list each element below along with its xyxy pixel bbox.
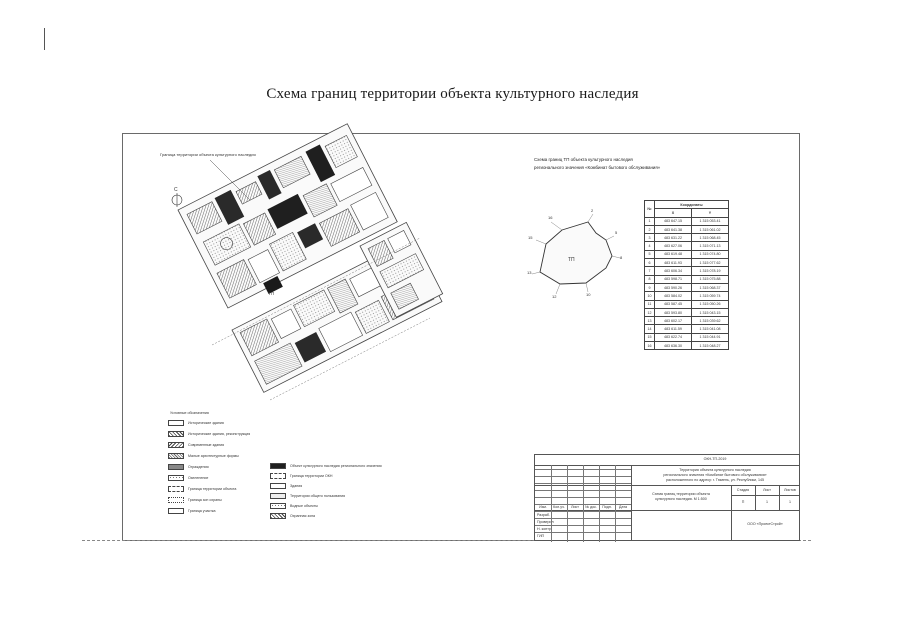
stamp-code: ОКН-ТП-2019 [703, 457, 727, 461]
table-cell-n: 15 [645, 333, 655, 341]
coordinates-caption-line1: Схема границ ТП объекта культурного наследия [534, 157, 633, 162]
table-cell-y: 1 315 068.45 [692, 234, 729, 242]
point-label: 2 [591, 208, 594, 213]
table-cell-y: 1 315 039.62 [692, 317, 729, 325]
legend-swatch [168, 464, 184, 470]
table-cell-n: 11 [645, 300, 655, 308]
table-cell-n: 16 [645, 342, 655, 350]
table-cell-x: 483 647.15 [655, 217, 692, 225]
legend-swatch [270, 493, 286, 499]
coordinates-caption-line2: регионального значения «Комбинат бытового обслуживания» [534, 165, 661, 170]
legend-label: Исторические здания [188, 421, 224, 425]
table-cell-x: 483 587.45 [655, 300, 692, 308]
stamp-grid-line [567, 465, 568, 542]
point-label: 10 [586, 292, 591, 297]
legend-label: Водные объекты [290, 504, 319, 508]
table-cell-n: 12 [645, 308, 655, 316]
table-header-y: Y [692, 209, 729, 217]
point-label: 15 [528, 235, 533, 240]
table-cell-y: 1 315 068.37 [692, 283, 729, 291]
table-header-coords: Координаты [655, 201, 729, 209]
stamp-sheet-title2: культурного наследия. М 1:500 [655, 497, 707, 501]
legend-swatch [168, 486, 184, 492]
legend-swatch [270, 483, 286, 489]
legend-swatch [270, 463, 286, 469]
table-row [645, 333, 729, 341]
plan-object-label: ТП [268, 291, 274, 296]
table-cell-y: 1 315 048.27 [692, 342, 729, 350]
table-row [645, 283, 729, 291]
table-row [645, 317, 729, 325]
table-cell-y: 1 315 059.74 [692, 292, 729, 300]
legend-label: Граница участка [188, 509, 216, 513]
legend-label: Малые архитектурные формы [188, 454, 239, 458]
table-cell-x: 483 636.30 [655, 342, 692, 350]
table-cell-x: 483 631.22 [655, 234, 692, 242]
table-cell-y: 1 315 053.41 [692, 217, 729, 225]
table-cell-x: 483 590.26 [655, 283, 692, 291]
point-label: 12 [552, 294, 557, 299]
table-header-x: X [655, 209, 692, 217]
page-title: Схема границ территории объекта культурного наследия [266, 86, 639, 102]
table-cell-x: 483 593.80 [655, 308, 692, 316]
legend-label: Исторические здания, реконструкция [188, 432, 251, 436]
table-header-num: № [645, 201, 655, 218]
table-row [645, 267, 729, 275]
point-label: 8 [620, 255, 623, 260]
table-cell-y: 1 315 071.13 [692, 242, 729, 250]
table-cell-n: 7 [645, 267, 655, 275]
table-cell-y: 1 315 061.02 [692, 225, 729, 233]
point-label: 13 [527, 270, 532, 275]
table-cell-n: 4 [645, 242, 655, 250]
legend-label: Ограждения [188, 465, 209, 469]
table-cell-n: 8 [645, 275, 655, 283]
table-row [645, 259, 729, 267]
table-cell-n: 3 [645, 234, 655, 242]
table-row [645, 242, 729, 250]
stamp-company: ООО «ПроектСтрой» [747, 522, 783, 526]
table-cell-y: 1 315 050.26 [692, 300, 729, 308]
table-cell-x: 483 584.02 [655, 292, 692, 300]
stamp-grid-line [583, 465, 584, 542]
table-cell-y: 1 315 075.88 [692, 275, 729, 283]
table-cell-n: 2 [645, 225, 655, 233]
stamp-grid-line [615, 465, 616, 542]
legend-label: Граница территории ОКН [290, 474, 333, 478]
stamp-column-header: Кол.уч. [553, 505, 565, 509]
table-row [645, 292, 729, 300]
stamp-role: ГИП [537, 534, 545, 538]
legend-swatch [168, 431, 184, 437]
table-row [645, 234, 729, 242]
coordinates-table [644, 200, 729, 350]
stamp-title-line3: расположенного по адресу: г. Тюмень, ул. Республики, 145 [665, 478, 765, 482]
legend-label: Охранная зона [290, 514, 316, 518]
table-cell-x: 483 627.06 [655, 242, 692, 250]
north-arrow-icon [172, 193, 182, 207]
table-cell-x: 483 602.17 [655, 317, 692, 325]
point-label: 5 [615, 230, 618, 235]
legend-label: Объект культурного наследия регионального значения [290, 464, 382, 468]
stamp-sheets-value: 1 [789, 500, 791, 504]
stamp-column-header: Изм. [539, 505, 547, 509]
legend-label: Территории общего пользования [290, 494, 346, 498]
table-row [645, 217, 729, 225]
table-cell-x: 483 598.71 [655, 275, 692, 283]
table-row [645, 300, 729, 308]
table-cell-x: 483 611.93 [655, 259, 692, 267]
title-block [534, 454, 800, 541]
table-cell-n: 14 [645, 325, 655, 333]
north-label: С [174, 187, 178, 193]
stamp-sheet-value: 1 [766, 500, 768, 504]
stamp-grid-line [551, 465, 552, 542]
contour-label: ТП [568, 257, 575, 263]
table-cell-n: 6 [645, 259, 655, 267]
table-row [645, 325, 729, 333]
table-cell-y: 1 315 077.62 [692, 259, 729, 267]
stamp-title-line2: регионального значения «Комбинат бытового обслуживания» [663, 473, 767, 477]
table-cell-y: 1 315 044.91 [692, 333, 729, 341]
stamp-column-header: № док. [585, 505, 597, 509]
legend-swatch [270, 473, 286, 479]
table-row [645, 308, 729, 316]
stamp-column-header: Лист [571, 505, 579, 509]
legend-swatch [270, 513, 286, 519]
legend-label: Здания [290, 484, 303, 488]
legend-swatch [168, 497, 184, 503]
table-cell-n: 5 [645, 250, 655, 258]
contour-diagram [532, 214, 623, 294]
stamp-title-line1: Территория объекта культурного наследия [679, 468, 751, 472]
legend-swatch [168, 442, 184, 448]
table-cell-x: 483 619.48 [655, 250, 692, 258]
stamp-role: Проверил [537, 520, 554, 524]
table-cell-y: 1 315 074.80 [692, 250, 729, 258]
table-cell-x: 483 622.74 [655, 333, 692, 341]
table-row [645, 275, 729, 283]
stamp-role: Разраб. [537, 513, 550, 517]
legend-swatch [168, 508, 184, 514]
table-cell-n: 10 [645, 292, 655, 300]
legend-swatch [168, 475, 184, 481]
stamp-sheet-header: Лист [763, 488, 771, 492]
legend-title: Условные обозначения [170, 411, 209, 415]
table-cell-n: 1 [645, 217, 655, 225]
point-label: 16 [548, 215, 553, 220]
stamp-stage-header: Стадия [736, 488, 750, 492]
table-cell-n: 13 [645, 317, 655, 325]
stamp-column-header: Дата [619, 505, 627, 509]
legend-swatch [168, 420, 184, 426]
table-cell-n: 9 [645, 283, 655, 291]
plan-callout: Граница территории объекта культурного наследия [160, 152, 256, 157]
legend-label: Граница территории объекта [188, 487, 237, 491]
stamp-grid-line [599, 465, 600, 542]
stamp-sheet-title: Схема границ территории объекта [652, 492, 710, 496]
legend-swatch [270, 503, 286, 509]
stamp-sheets-header: Листов [784, 488, 796, 492]
table-cell-y: 1 315 041.08 [692, 325, 729, 333]
table-cell-y: 1 315 078.19 [692, 267, 729, 275]
stamp-stage-value: П [741, 500, 745, 504]
table-cell-x: 483 611.59 [655, 325, 692, 333]
table-cell-y: 1 315 043.15 [692, 308, 729, 316]
legend-label: Современные здания [188, 443, 225, 447]
stamp-role: Н. контр. [537, 527, 552, 531]
table-row [645, 250, 729, 258]
table-cell-x: 483 641.38 [655, 225, 692, 233]
legend-label: Озеленение [188, 476, 209, 480]
coordinates-caption [534, 156, 704, 172]
table-row [645, 342, 729, 350]
legend-label: Граница зон охраны [188, 498, 222, 502]
legend-swatch [168, 453, 184, 459]
table-row [645, 225, 729, 233]
table-cell-x: 483 606.34 [655, 267, 692, 275]
stamp-column-header: Подп. [602, 505, 612, 509]
